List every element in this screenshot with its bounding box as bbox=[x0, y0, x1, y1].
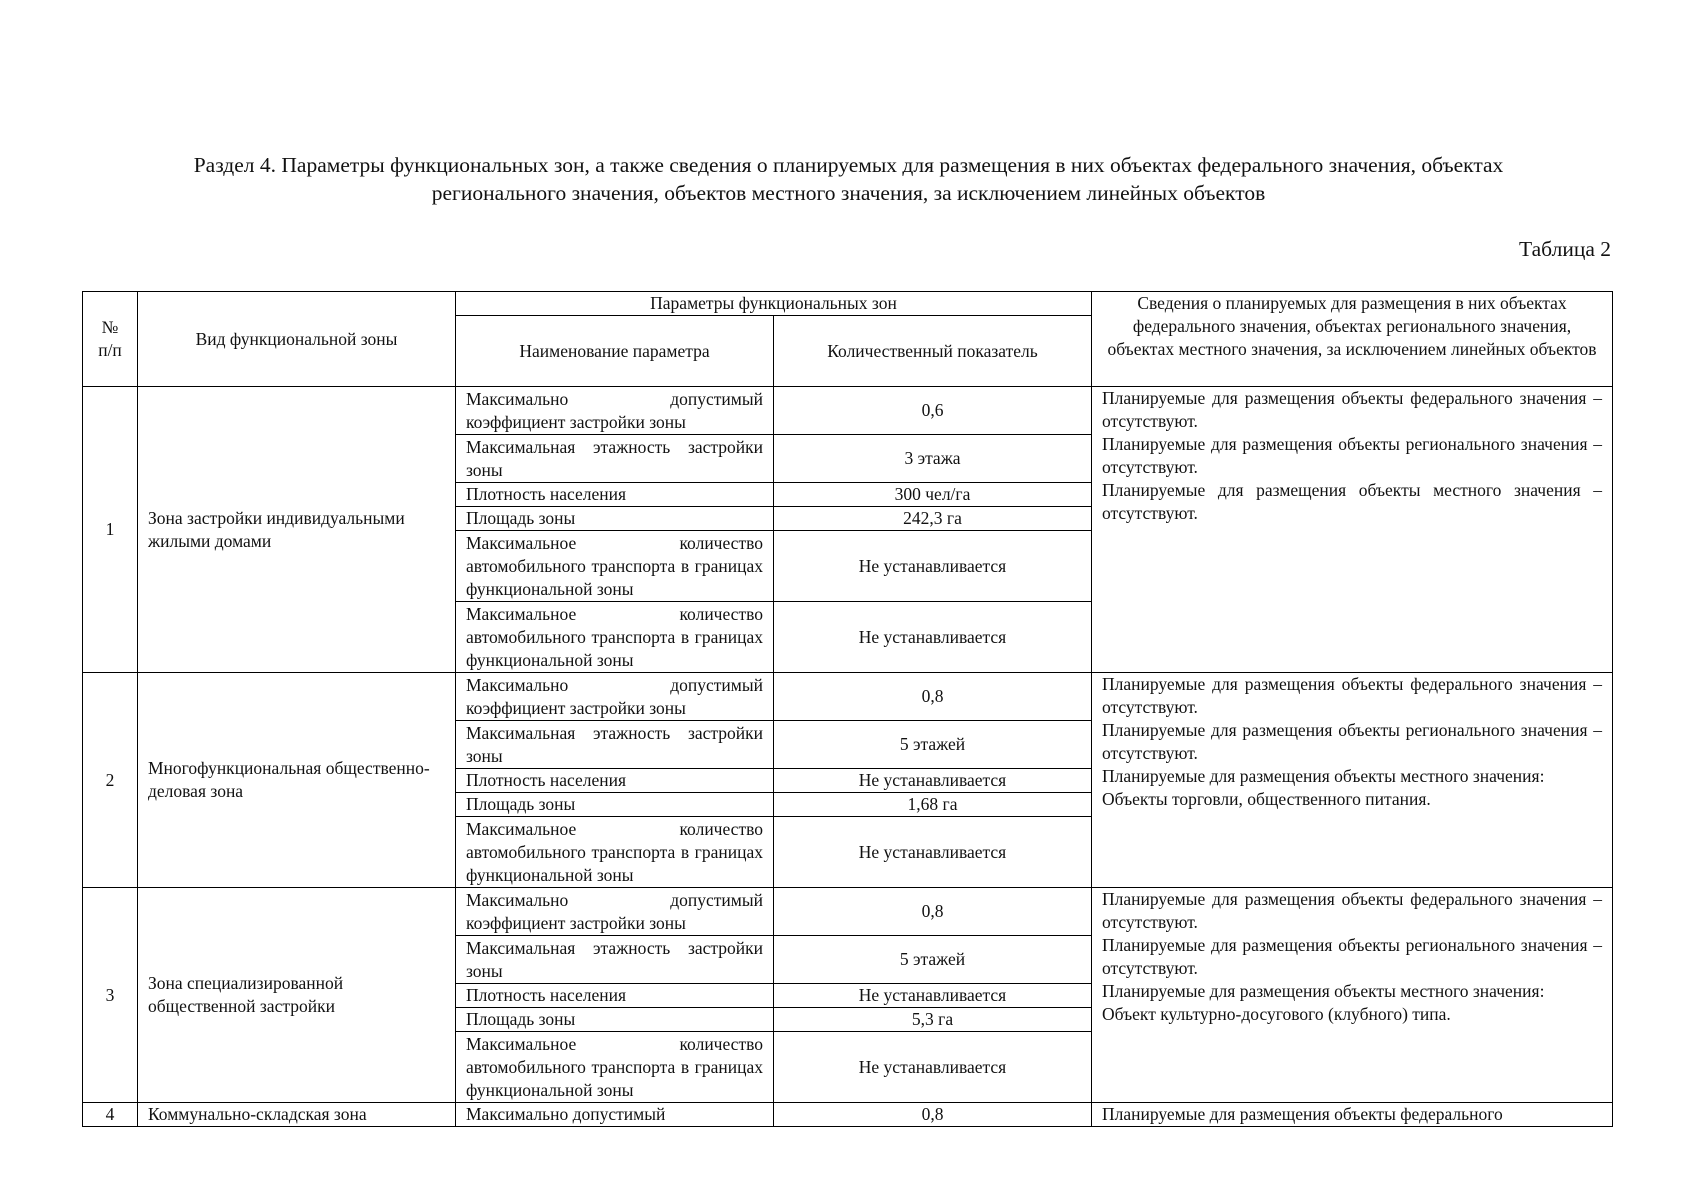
header-info: Сведения о планируемых для размещения в них объектах федерального значения, объектах регионального значения, объектах местного значения, за исключением линейных объектов bbox=[1092, 292, 1613, 387]
header-param-value: Количественный показатель bbox=[774, 316, 1092, 387]
header-param-name: Наименование параметра bbox=[456, 316, 774, 387]
zone-4-info-line-1: Планируемые для размещения объекты федерального bbox=[1102, 1104, 1503, 1124]
zone-3-param-5-name: Максимальное количество автомобильного транспорта в границах функциональной зоны bbox=[456, 1032, 774, 1103]
zone-2-param-5-value: Не устанавливается bbox=[774, 817, 1092, 888]
zone-3-name: Зона специализированной общественной застройки bbox=[138, 888, 456, 1103]
zone-2-info-line-4: Объекты торговли, общественного питания. bbox=[1102, 789, 1431, 809]
zone-1-param-5-value: Не устанавливается bbox=[774, 531, 1092, 602]
zone-1-info-line-2: Планируемые для размещения объекты регионального значения – отсутствуют. bbox=[1102, 434, 1602, 477]
zone-2-info-line-2: Планируемые для размещения объекты регионального значения – отсутствуют. bbox=[1102, 720, 1602, 763]
zone-3-param-5-value: Не устанавливается bbox=[774, 1032, 1092, 1103]
zone-2-param-2-value: 5 этажей bbox=[774, 721, 1092, 769]
table-caption: Таблица 2 bbox=[1519, 237, 1611, 261]
zone-3-num: 3 bbox=[83, 888, 138, 1103]
zone-2-param-2-name: Максимальная этажность застройки зоны bbox=[456, 721, 774, 769]
header-params-group: Параметры функциональных зон bbox=[456, 292, 1092, 316]
zone-2-info-line-3: Планируемые для размещения объекты местного значения: bbox=[1102, 766, 1545, 786]
zone-3-param-1-name: Максимально допустимый коэффициент застройки зоны bbox=[456, 888, 774, 936]
zone-1-param-2-name: Максимальная этажность застройки зоны bbox=[456, 435, 774, 483]
zone-1-param-3-name: Плотность населения bbox=[456, 483, 774, 507]
zone-1-param-4-name: Площадь зоны bbox=[456, 507, 774, 531]
zone-4-name: Коммунально-складская зона bbox=[138, 1103, 456, 1127]
header-num: № п/п bbox=[83, 292, 138, 387]
zone-2-name: Многофункциональная общественно-деловая зона bbox=[138, 673, 456, 888]
zone-2-param-5-name: Максимальное количество автомобильного транспорта в границах функциональной зоны bbox=[456, 817, 774, 888]
section-title bbox=[80, 151, 1617, 207]
zone-1-param-6-name: Максимальное количество автомобильного транспорта в границах функциональной зоны bbox=[456, 602, 774, 673]
zone-2-param-1-value: 0,8 bbox=[774, 673, 1092, 721]
zone-4-param-1-value: 0,8 bbox=[774, 1103, 1092, 1127]
zone-2-info-line-1: Планируемые для размещения объекты федерального значения – отсутствуют. bbox=[1102, 674, 1602, 717]
header-zone-type: Вид функциональной зоны bbox=[138, 292, 456, 387]
zone-3-param-2-name: Максимальная этажность застройки зоны bbox=[456, 936, 774, 984]
zone-2-param-4-name: Площадь зоны bbox=[456, 793, 774, 817]
zone-3-param-4-value: 5,3 га bbox=[774, 1008, 1092, 1032]
zone-3-param-4-name: Площадь зоны bbox=[456, 1008, 774, 1032]
zone-2-param-1-name: Максимально допустимый коэффициент застройки зоны bbox=[456, 673, 774, 721]
section-title-line-2: регионального значения, объектов местного значения, за исключением линейных объектов bbox=[431, 181, 1266, 205]
zone-3-param-3-value: Не устанавливается bbox=[774, 984, 1092, 1008]
zone-1-param-3-value: 300 чел/га bbox=[774, 483, 1092, 507]
zone-2-param-4-value: 1,68 га bbox=[774, 793, 1092, 817]
zone-2-param-3-value: Не устанавливается bbox=[774, 769, 1092, 793]
zone-1-param-6-value: Не устанавливается bbox=[774, 602, 1092, 673]
zone-1-param-1-value: 0,6 bbox=[774, 387, 1092, 435]
zone-1-info bbox=[1092, 387, 1613, 673]
zone-3-info-line-4: Объект культурно-досугового (клубного) типа. bbox=[1102, 1004, 1451, 1024]
zone-4-param-1-name: Максимально допустимый bbox=[456, 1103, 774, 1127]
zone-1-info-line-3: Планируемые для размещения объекты местного значения – отсутствуют. bbox=[1102, 480, 1602, 523]
zone-3-param-2-value: 5 этажей bbox=[774, 936, 1092, 984]
zone-2-info bbox=[1092, 673, 1613, 888]
zone-1-param-2-value: 3 этажа bbox=[774, 435, 1092, 483]
zone-3-param-3-name: Плотность населения bbox=[456, 984, 774, 1008]
zone-4-num: 4 bbox=[83, 1103, 138, 1127]
zone-1-param-4-value: 242,3 га bbox=[774, 507, 1092, 531]
zone-1-num: 1 bbox=[83, 387, 138, 673]
zone-3-info-line-1: Планируемые для размещения объекты федерального значения – отсутствуют. bbox=[1102, 889, 1602, 932]
zone-1-param-1-name: Максимально допустимый коэффициент застройки зоны bbox=[456, 387, 774, 435]
zone-1-name: Зона застройки индивидуальными жилыми домами bbox=[138, 387, 456, 673]
zones-table bbox=[82, 291, 1613, 1127]
zone-1-param-5-name: Максимальное количество автомобильного транспорта в границах функциональной зоны bbox=[456, 531, 774, 602]
section-title-line-1: Раздел 4. Параметры функциональных зон, а также сведения о планируемых для размещения в них объектах федерального значения, объектах bbox=[193, 153, 1504, 177]
zone-3-info bbox=[1092, 888, 1613, 1103]
zone-4-info bbox=[1092, 1103, 1613, 1127]
zone-3-info-line-3: Планируемые для размещения объекты местного значения: bbox=[1102, 981, 1545, 1001]
zone-2-param-3-name: Плотность населения bbox=[456, 769, 774, 793]
zone-3-param-1-value: 0,8 bbox=[774, 888, 1092, 936]
zone-2-num: 2 bbox=[83, 673, 138, 888]
zone-1-info-line-1: Планируемые для размещения объекты федерального значения – отсутствуют. bbox=[1102, 388, 1602, 431]
zone-3-info-line-2: Планируемые для размещения объекты регионального значения – отсутствуют. bbox=[1102, 935, 1602, 978]
